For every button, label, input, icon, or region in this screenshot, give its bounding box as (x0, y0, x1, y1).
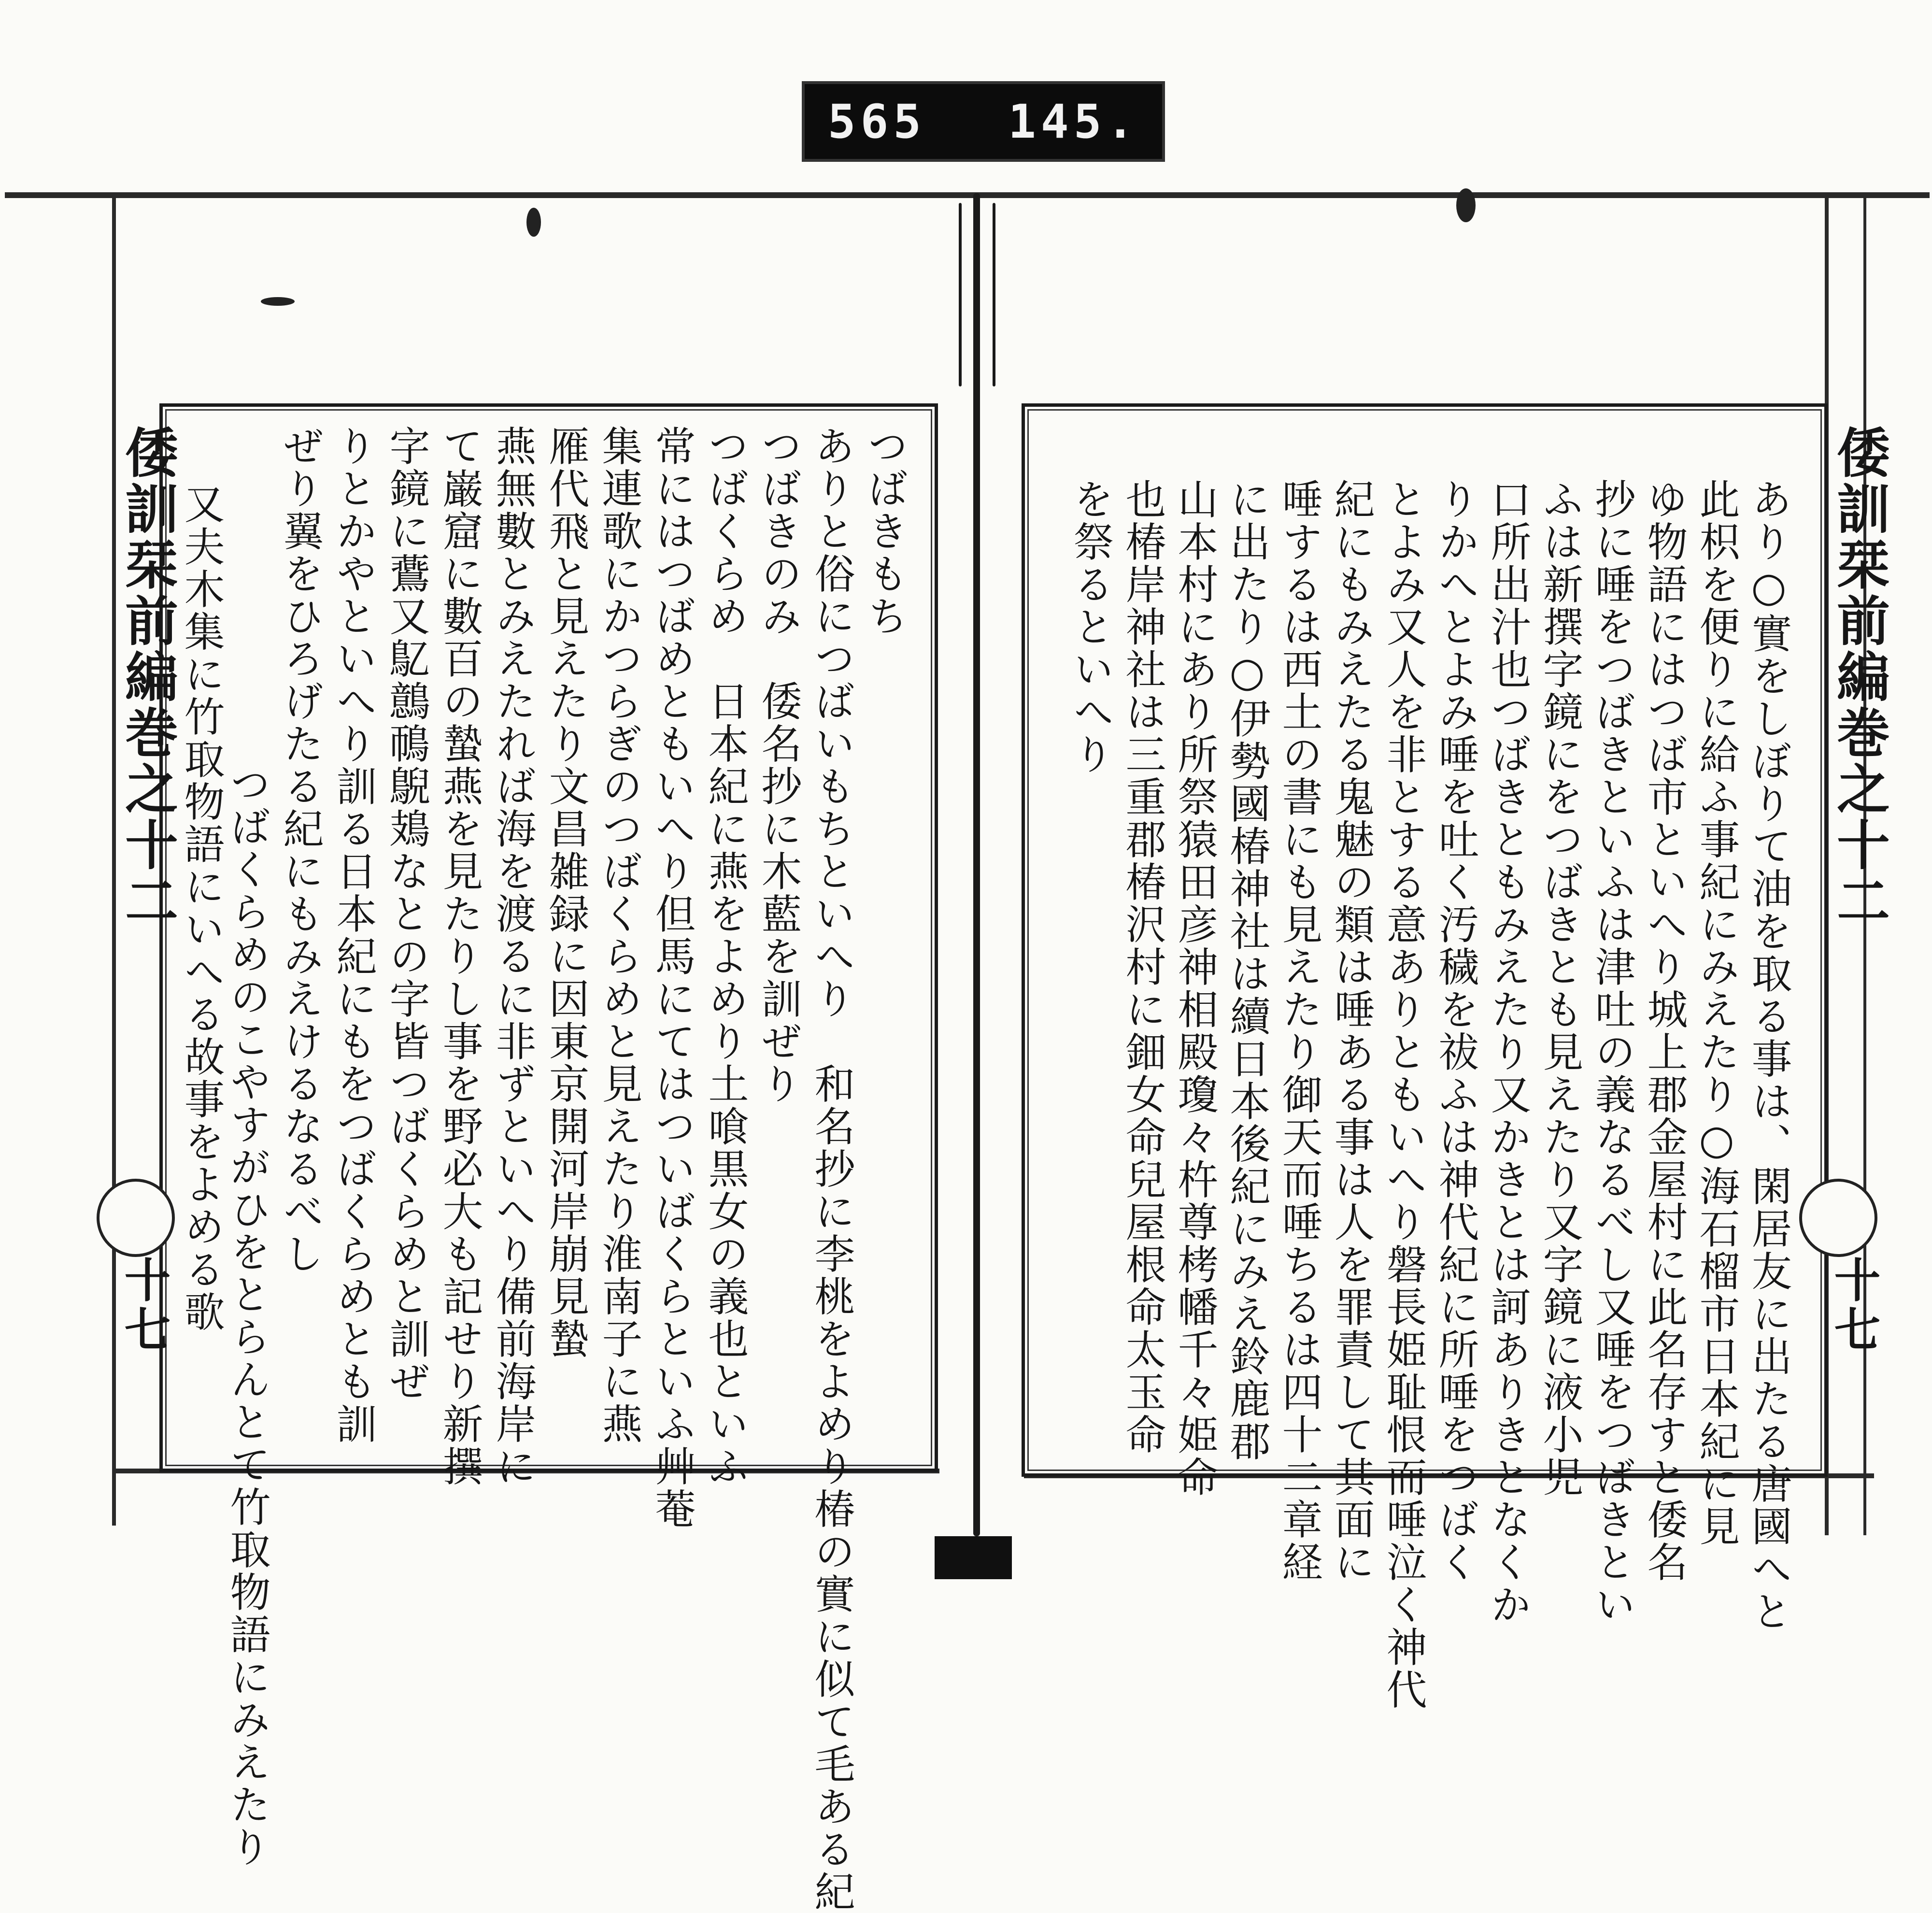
right-column-12: 山本村にあり所祭猿田彦神相殿瓊々杵尊栲幡千々姫命 (1171, 478, 1219, 1499)
left-folio-number: 十七 (117, 1256, 171, 1355)
right-folio-marker (1799, 1179, 1877, 1257)
catalog-number-tag (802, 81, 1165, 162)
spine-thread (973, 193, 980, 1536)
right-column-13: 也椿岸神社は三重郡椿沢村に鈿女命兒屋根命太玉命 (1119, 478, 1166, 1456)
right-column-1: あり○實をしぼりて油を取る事は、閑居友に出たる唐國へと (1745, 478, 1792, 1633)
left-column-1: つばきもち (861, 425, 909, 638)
right-column-3: ゆ物語にはつば市といへり城上郡金屋村に此名存すと倭名 (1641, 478, 1688, 1584)
right-column-2: 此枳を便りに給ふ事紀にみえたり○海石榴市日本紀に見 (1693, 478, 1740, 1548)
right-margin-title: 倭訓栞前編巻之十二 (1828, 425, 1890, 929)
left-column-6: 集連歌にかつらぎのつばくらめと見えたり淮南子に燕 (596, 425, 643, 1445)
left-column-11: りとかやといへり訓る日本紀にもをつばくらめとも訓 (330, 425, 377, 1445)
right-column-6: 口所出汁也つばきともみえたり又かきとは訶ありきとなくか (1484, 478, 1532, 1626)
left-column-9: て巌窟に數百の蟄燕を見たりし事を野必大も記せり新撰 (436, 425, 483, 1488)
spine-thread-right (993, 203, 995, 386)
ink-smudge (526, 208, 541, 237)
left-column-2: ありと俗につばいもちといへり 和名抄に李桃をよめり椿の實に似て毛ある紀 (808, 425, 855, 1913)
right-column-11: に出たり○伊勢國椿神社は續日本後紀にみえ鈴鹿郡 (1223, 478, 1271, 1463)
right-column-10: 唾するは西土の書にも見えたり御天而唾ちるは四十二章経 (1276, 478, 1323, 1584)
right-column-4: 抄に唾をつばきといふは津吐の義なるべし又唾をつばきとい (1589, 478, 1636, 1626)
left-column-4: つばくらめ 日本紀に燕をよめり土喰黒女の義也といふ (702, 425, 749, 1488)
right-column-9: 紀にもみえたる鬼魅の類は唾ある事は人を罪責して其面に (1328, 478, 1375, 1584)
left-column-3: つばきのみ 倭名抄に木藍を訓ぜり (755, 425, 802, 1105)
binding-clip (935, 1536, 1012, 1579)
left-folio-marker (97, 1179, 175, 1257)
right-column-7: りかへとよみ唾を吐く汚穢を祓ふは神代紀に所唾をつばく (1432, 478, 1479, 1584)
ink-smudge (261, 297, 295, 306)
catalog-number-left: 565 (827, 94, 926, 149)
left-column-12: ぜり翼をひろげたる紀にもみえけるなるべし (277, 425, 324, 1275)
left-column-10: 字鏡に鷰又鳦鷾鳾鶃鳷なとの字皆つばくらめと訓ぜ (383, 425, 430, 1403)
ink-smudge (1456, 188, 1476, 222)
top-binding-rule (5, 192, 1930, 198)
left-margin-title: 倭訓栞前編巻之十二 (116, 425, 179, 929)
right-column-8: とよみ又人を非とする意ありともいへり磐長姫耻恨而唾泣く神代 (1380, 478, 1427, 1711)
left-column-14: 又夫木集に竹取物語にいへる故事をよめる歌 (178, 483, 225, 1333)
right-column-5: ふは新撰字鏡にをつばきとも見えたり又字鏡に液小児 (1536, 478, 1584, 1499)
catalog-number-right: 145. (1008, 94, 1139, 149)
left-column-7: 雁代飛と見えたり文昌雑録に因東京開河岸崩見蟄 (542, 425, 590, 1360)
right-column-14: を祭るといへり (1067, 478, 1114, 776)
left-column-8: 燕無數とみえたれば海を渡るに非ずといへり備前海岸に (489, 425, 537, 1488)
left-column-13: つばくらめのこやすがひをとらんとて竹取物語にみえたり (224, 763, 271, 1869)
left-column-5: 常にはつばめともいへり但馬にてはついばくらといふ艸菴 (649, 425, 696, 1530)
spine-thread-left (959, 203, 962, 386)
right-folio-number: 十七 (1827, 1256, 1881, 1355)
